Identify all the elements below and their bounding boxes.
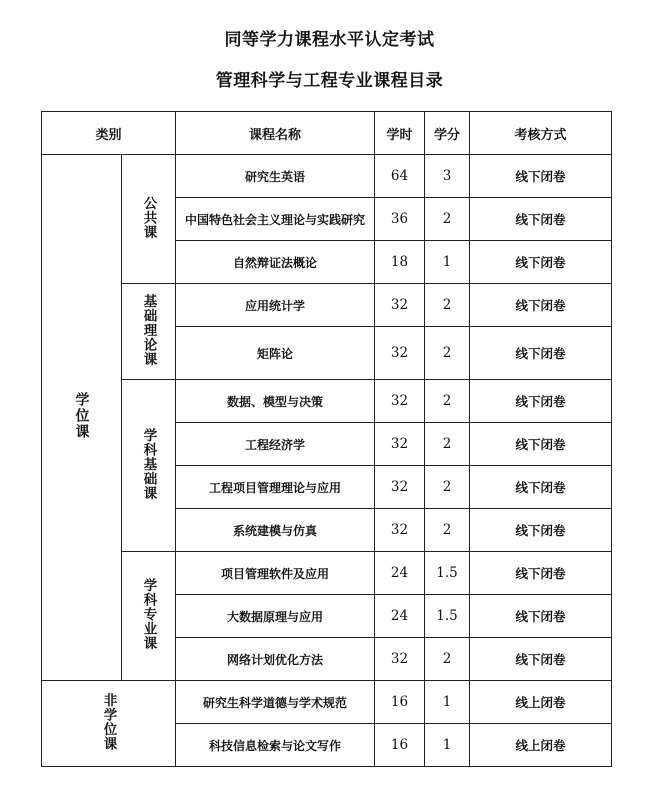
credits-cell: 3 — [425, 155, 470, 198]
header-credits: 学分 — [425, 112, 470, 155]
credits-cell: 2 — [425, 466, 470, 509]
header-category: 类别 — [42, 112, 176, 155]
assessment-cell: 线下闭卷 — [470, 198, 612, 241]
course-name-cell: 大数据原理与应用 — [176, 595, 375, 638]
course-name-cell: 系统建模与仿真 — [176, 509, 375, 552]
hours-cell: 18 — [375, 241, 425, 284]
hours-cell: 32 — [375, 638, 425, 681]
course-name-cell: 科技信息检索与论文写作 — [176, 724, 375, 767]
hours-cell: 32 — [375, 327, 425, 380]
credits-cell: 2 — [425, 284, 470, 327]
hours-cell: 32 — [375, 509, 425, 552]
course-name-cell: 工程经济学 — [176, 423, 375, 466]
table-row — [42, 380, 612, 423]
credits-cell: 2 — [425, 423, 470, 466]
subgroup-label-public: 公共课 — [140, 195, 157, 240]
header-assessment: 考核方式 — [470, 112, 612, 155]
credits-cell: 2 — [425, 198, 470, 241]
category-label-degree: 学位课 — [73, 392, 90, 440]
course-name-cell: 数据、模型与决策 — [176, 380, 375, 423]
course-name-cell: 矩阵论 — [176, 327, 375, 380]
subgroup-cell-public — [122, 155, 176, 284]
assessment-cell: 线下闭卷 — [470, 327, 612, 380]
hours-cell: 24 — [375, 552, 425, 595]
course-name-cell: 研究生英语 — [176, 155, 375, 198]
assessment-cell: 线下闭卷 — [470, 380, 612, 423]
course-name-cell: 研究生科学道德与学术规范 — [176, 681, 375, 724]
category-cell-degree — [42, 155, 122, 681]
hours-cell: 64 — [375, 155, 425, 198]
category-cell-non-degree — [42, 681, 176, 767]
assessment-cell: 线下闭卷 — [470, 155, 612, 198]
hours-cell: 32 — [375, 423, 425, 466]
course-catalog-table — [41, 111, 612, 767]
subgroup-cell-subject-major — [122, 552, 176, 681]
assessment-cell: 线下闭卷 — [470, 284, 612, 327]
hours-cell: 16 — [375, 724, 425, 767]
hours-cell: 32 — [375, 284, 425, 327]
hours-cell: 32 — [375, 380, 425, 423]
credits-cell: 1 — [425, 724, 470, 767]
header-hours: 学时 — [375, 112, 425, 155]
document-subtitle: 管理科学与工程专业课程目录 — [215, 71, 444, 91]
hours-cell: 32 — [375, 466, 425, 509]
assessment-cell: 线下闭卷 — [470, 241, 612, 284]
table-header-row — [42, 112, 612, 155]
assessment-cell: 线下闭卷 — [470, 423, 612, 466]
course-name-cell: 应用统计学 — [176, 284, 375, 327]
course-name-cell: 自然辩证法概论 — [176, 241, 375, 284]
assessment-cell: 线上闭卷 — [470, 681, 612, 724]
hours-cell: 16 — [375, 681, 425, 724]
subgroup-label-subject-major: 学科专业课 — [140, 578, 157, 651]
hours-cell: 36 — [375, 198, 425, 241]
table-row — [42, 155, 612, 198]
category-label-non-degree: 非学位课 — [100, 693, 117, 751]
course-name-cell: 项目管理软件及应用 — [176, 552, 375, 595]
subgroup-cell-subject-basic — [122, 380, 176, 552]
subgroup-label-subject-basic: 学科基础课 — [140, 427, 157, 501]
credits-cell: 2 — [425, 380, 470, 423]
assessment-cell: 线下闭卷 — [470, 595, 612, 638]
course-name-cell: 网络计划优化方法 — [176, 638, 375, 681]
subgroup-cell-basic-theory — [122, 284, 176, 380]
table-row — [42, 681, 612, 724]
assessment-cell: 线下闭卷 — [470, 466, 612, 509]
table-row — [42, 284, 612, 327]
credits-cell: 1 — [425, 241, 470, 284]
assessment-cell: 线下闭卷 — [470, 509, 612, 552]
table-row — [42, 552, 612, 595]
credits-cell: 2 — [425, 509, 470, 552]
course-name-cell: 工程项目管理理论与应用 — [176, 466, 375, 509]
assessment-cell: 线下闭卷 — [470, 638, 612, 681]
header-course-name: 课程名称 — [176, 112, 375, 155]
credits-cell: 2 — [425, 638, 470, 681]
credits-cell: 1 — [425, 681, 470, 724]
course-name-cell: 中国特色社会主义理论与实践研究 — [176, 198, 375, 241]
credits-cell: 2 — [425, 327, 470, 380]
credits-cell: 1.5 — [425, 595, 470, 638]
document-title: 同等学力课程水平认定考试 — [224, 30, 435, 50]
assessment-cell: 线下闭卷 — [470, 552, 612, 595]
hours-cell: 24 — [375, 595, 425, 638]
subgroup-label-basic-theory: 基础理论课 — [140, 293, 157, 367]
credits-cell: 1.5 — [425, 552, 470, 595]
assessment-cell: 线上闭卷 — [470, 724, 612, 767]
